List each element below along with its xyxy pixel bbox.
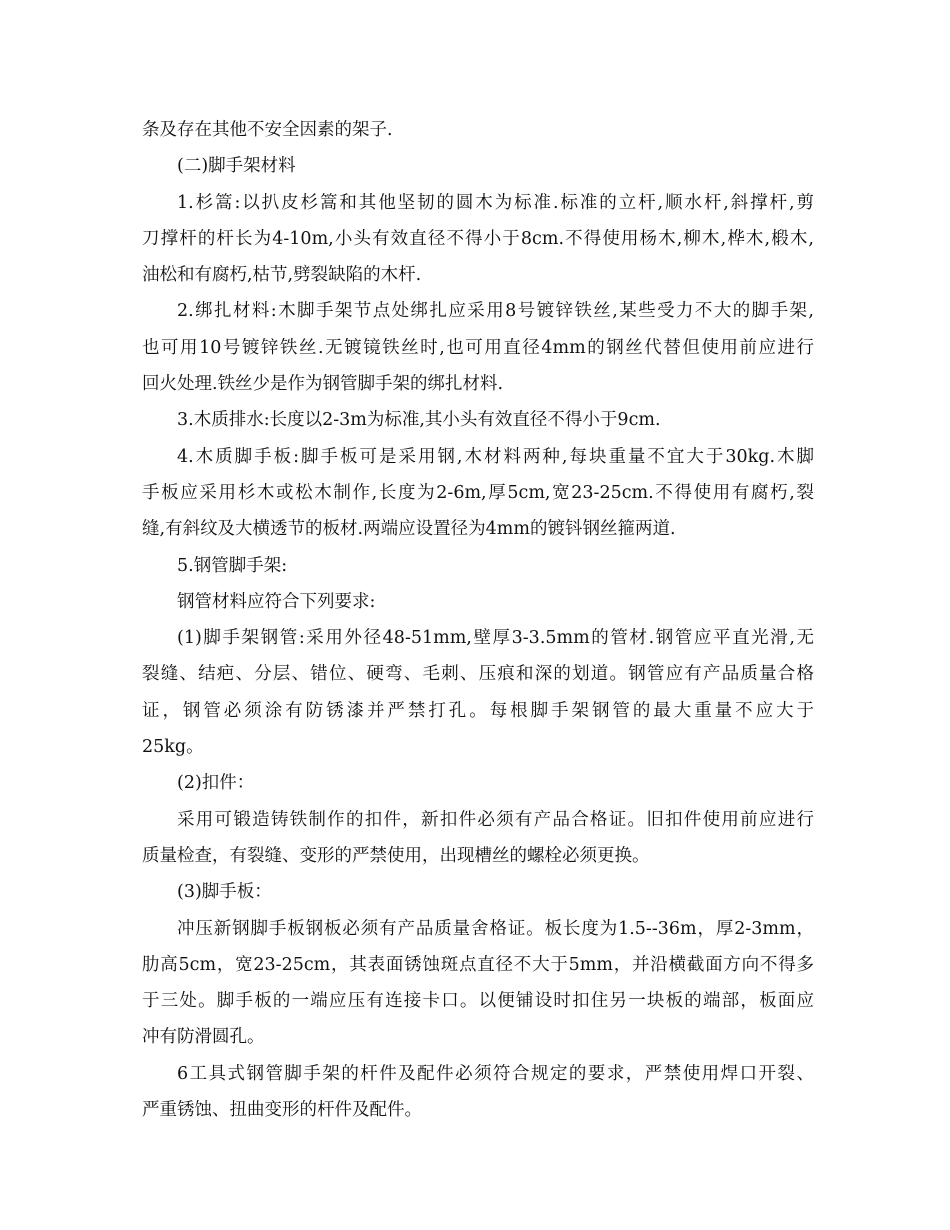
text-line: 6工具式钢管脚手架的杆件及配件必须符合规定的要求，严禁使用焊口开裂、 <box>177 1063 814 1084</box>
text-line: 也可用10号镀锌铁丝.无镀镜铁丝时,也可用直径4mm的钢丝代替但使用前应进行 <box>142 337 814 358</box>
text-line: 回火处理.铁丝少是作为钢管脚手架的绑扎材料. <box>142 374 504 395</box>
text-line: 条及存在其他不安全因素的架子. <box>142 120 393 140</box>
text-line: 油松和有腐朽,枯节,劈裂缺陷的木杆. <box>142 265 422 286</box>
section-heading: (二)脚手架材料 <box>177 156 296 177</box>
text-line: 严重锈蚀、扭曲变形的杆件及配件。 <box>142 1100 422 1121</box>
text-line: 1.杉篙:以扒皮杉篙和其他坚韧的圆木为标准.标准的立杆,顺水杆,斜撑杆,剪 <box>177 192 814 213</box>
text-line: 手板应采用杉木或松木制作,长度为2-6m,厚5cm,宽23-25cm.不得使用有腐朽,裂 <box>142 482 814 503</box>
text-line: 25kg。 <box>142 737 204 758</box>
text-line: 证，钢管必须涂有防锈漆并严禁打孔。每根脚手架钢管的最大重量不应大于 <box>142 700 814 721</box>
text-line: 钢管材料应符合下列要求: <box>177 591 376 612</box>
text-line: 于三处。脚手板的一端应压有连接卡口。以便铺设时扣住另一块板的端部，板面应 <box>142 991 814 1012</box>
document-body <box>142 112 814 1128</box>
section-heading: (2)扣件： <box>177 773 255 794</box>
text-line: 肋高5cm，宽23-25cm，其表面锈蚀斑点直径不大于5mm，并沿横截面方向不得多 <box>142 954 814 975</box>
text-line: 冲压新钢脚手板钢板必须有产品质量舍格证。板长度为1.5--36m，厚2-3mm， <box>177 918 814 939</box>
text-line: 4.木质脚手板:脚手板可是采用钢,木材料两种,每块重量不宜大于30kg.木脚 <box>177 446 814 467</box>
text-line: 缝,有斜纹及大横透节的板材.两端应设置径为4mm的镀钭钢丝箍两道. <box>142 519 676 540</box>
text-line: 裂缝、结疤、分层、错位、硬弯、毛刺、压痕和深的划道。钢管应有产品质量合格 <box>142 664 814 685</box>
text-line: 2.绑扎材料:木脚手架节点处绑扎应采用8号镀锌铁丝,某些受力不大的脚手架, <box>177 301 814 322</box>
text-line: 冲有防滑圆孔。 <box>142 1027 265 1048</box>
text-line: 质量检查，有裂缝、变形的严禁使用，出现槽丝的螺栓必须更换。 <box>142 845 650 866</box>
text-line: 刀撑杆的杆长为4-10m,小头有效直径不得小于8cm.不得使用杨木,柳木,桦木,椴木, <box>142 228 814 249</box>
section-heading: (3)脚手板： <box>177 882 272 903</box>
text-line: 3.木质排水:长度以2-3m为标准,其小头有效直径不得小于9cm. <box>177 410 661 431</box>
section-heading: 5.钢管脚手架: <box>177 555 288 576</box>
text-line: 采用可锻造铸铁制作的扣件，新扣件必须有产品合格证。旧扣件使用前应进行 <box>177 809 814 830</box>
text-line: (1)脚手架钢管:采用外径48-51mm,壁厚3-3.5mm的管材.钢管应平直光滑,无 <box>177 628 814 649</box>
